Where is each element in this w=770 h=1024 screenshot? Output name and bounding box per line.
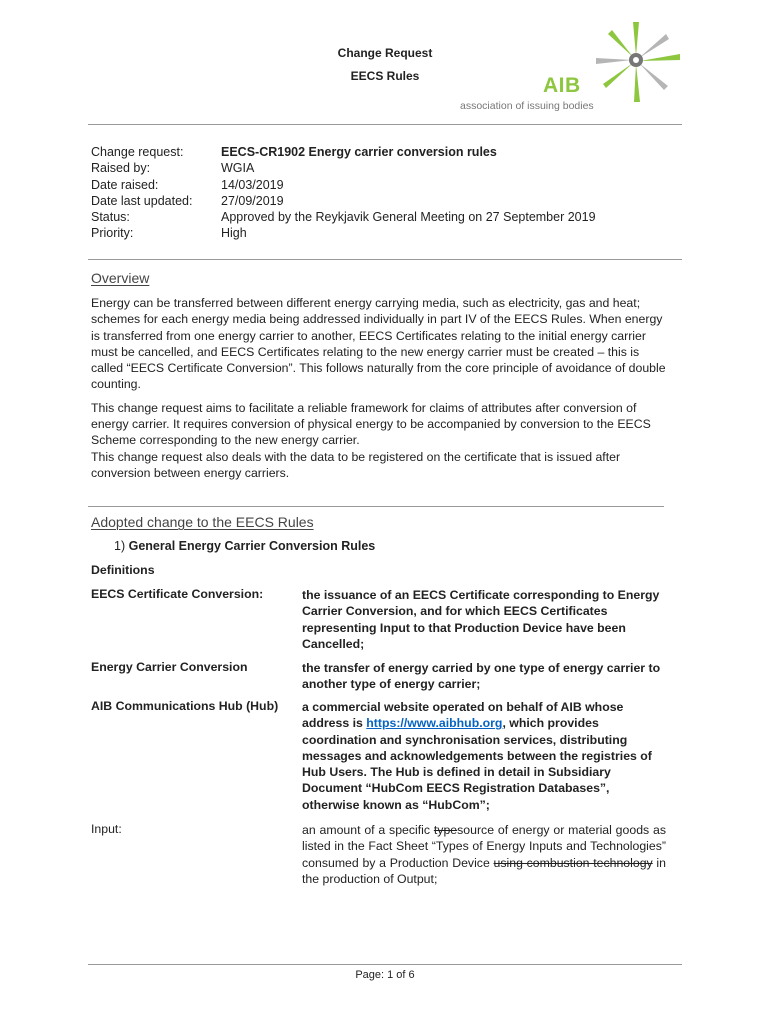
definition-text: the issuance of an EECS Certificate corresponding to Energy Carrier Conversion, and for which EECS Certificates representing Input to that Production Device have been Cancelled; xyxy=(302,588,660,651)
meta-label: Change request: xyxy=(91,145,184,159)
definition-text-part: a commercial website operated on behalf of AIB whose address is xyxy=(302,700,624,731)
meta-row xyxy=(91,160,596,176)
definition-term: EECS Certificate Conversion: xyxy=(91,587,264,601)
section-title: General Energy Carrier Conversion Rules xyxy=(128,539,376,553)
meta-row xyxy=(91,144,596,160)
definition-text-part: of energy or material goods as listed in the Fact Sheet “Types of Energy Inputs and Technologies” consumed by a Production Device xyxy=(302,823,666,870)
overview-paragraph: This change request also deals with the data to be registered on the certificate that is issued after conversion between energy carriers. xyxy=(91,449,621,480)
section-heading xyxy=(114,539,375,553)
footer-divider xyxy=(88,964,682,965)
overview-divider xyxy=(88,506,664,507)
meta-divider xyxy=(88,259,682,260)
definition-text-part: in the production of Output; xyxy=(302,855,666,886)
definition-term: Energy Carrier Conversion xyxy=(91,660,248,674)
document-title: Change Request xyxy=(337,46,433,60)
meta-value: WGIA xyxy=(221,161,255,176)
overview-body xyxy=(91,295,671,481)
meta-label: Date raised: xyxy=(91,177,159,192)
meta-row xyxy=(91,177,596,193)
meta-value: Approved by the Reykjavik General Meeting on 27 September 2019 xyxy=(221,210,596,225)
logo-wordmark: AIB xyxy=(543,74,581,97)
page-number: Page: 1 of 6 xyxy=(355,969,415,981)
definition-text-part: , which provides coordination and synchronisation services, distributing messages and acknowledgements between the registries of Hub Users. The Hub is defined in detail in Subsidiary Document “HubCom EECS Registration Databases”, otherwise known as “HubCom”; xyxy=(302,716,652,812)
overview-paragraph: Energy can be transferred between different energy carrying media, such as electricity, gas and heat; schemes for each energy media being addressed individually in part IV of the EECS Rules. When energy is transferred from one energy carrier to another, EECS Certificates relating to the initial energy carrier must be cancelled, and EECS Certificates relating to the new energy carrier must be created – this is called “EECS Certificate Conversion”. This follows naturally from the core principle of avoidance of double counting. xyxy=(91,296,666,392)
change-request-meta xyxy=(91,144,596,242)
meta-label: Raised by: xyxy=(91,161,151,176)
adopted-heading: Adopted change to the EECS Rules xyxy=(91,514,314,530)
inserted-text: source xyxy=(457,823,495,837)
meta-value: 14/03/2019 xyxy=(221,177,284,192)
meta-label: Date last updated: xyxy=(91,193,193,208)
overview-paragraph: This change request aims to facilitate a reliable framework for claims of attributes after conversion of energy carrier. It requires conversion of physical energy to be accompanied by conversion to the EECS Scheme corresponding to the new energy carrier. xyxy=(91,400,651,448)
deleted-text: type xyxy=(433,823,458,837)
deleted-text: using combustion technology xyxy=(493,855,653,870)
meta-label: Priority: xyxy=(91,226,134,241)
overview-heading: Overview xyxy=(91,270,150,286)
aib-star-logo-icon xyxy=(596,18,686,108)
section-number: 1) xyxy=(114,539,126,553)
meta-row xyxy=(91,225,596,241)
definition-term: Input: xyxy=(91,822,122,836)
aibhub-link[interactable]: https://www.aibhub.org xyxy=(366,716,503,731)
meta-value: 27/09/2019 xyxy=(221,193,284,208)
definition-text-part: an amount of a specific xyxy=(302,823,431,837)
logo-tagline: association of issuing bodies xyxy=(460,100,594,112)
definition-term: AIB Communications Hub (Hub) xyxy=(91,699,279,713)
definition-text xyxy=(302,699,666,813)
meta-value: EECS-CR1902 Energy carrier conversion rules xyxy=(221,145,497,159)
meta-value: High xyxy=(221,226,247,241)
meta-row xyxy=(91,209,596,225)
meta-row xyxy=(91,193,596,209)
header-divider xyxy=(88,124,682,125)
meta-label: Status: xyxy=(91,210,130,225)
definition-text xyxy=(302,822,666,887)
definition-text: the transfer of energy carried by one type of energy carrier to another type of energy carrier; xyxy=(302,661,661,692)
definitions-label: Definitions xyxy=(91,563,155,577)
document-subtitle: EECS Rules xyxy=(350,69,420,83)
